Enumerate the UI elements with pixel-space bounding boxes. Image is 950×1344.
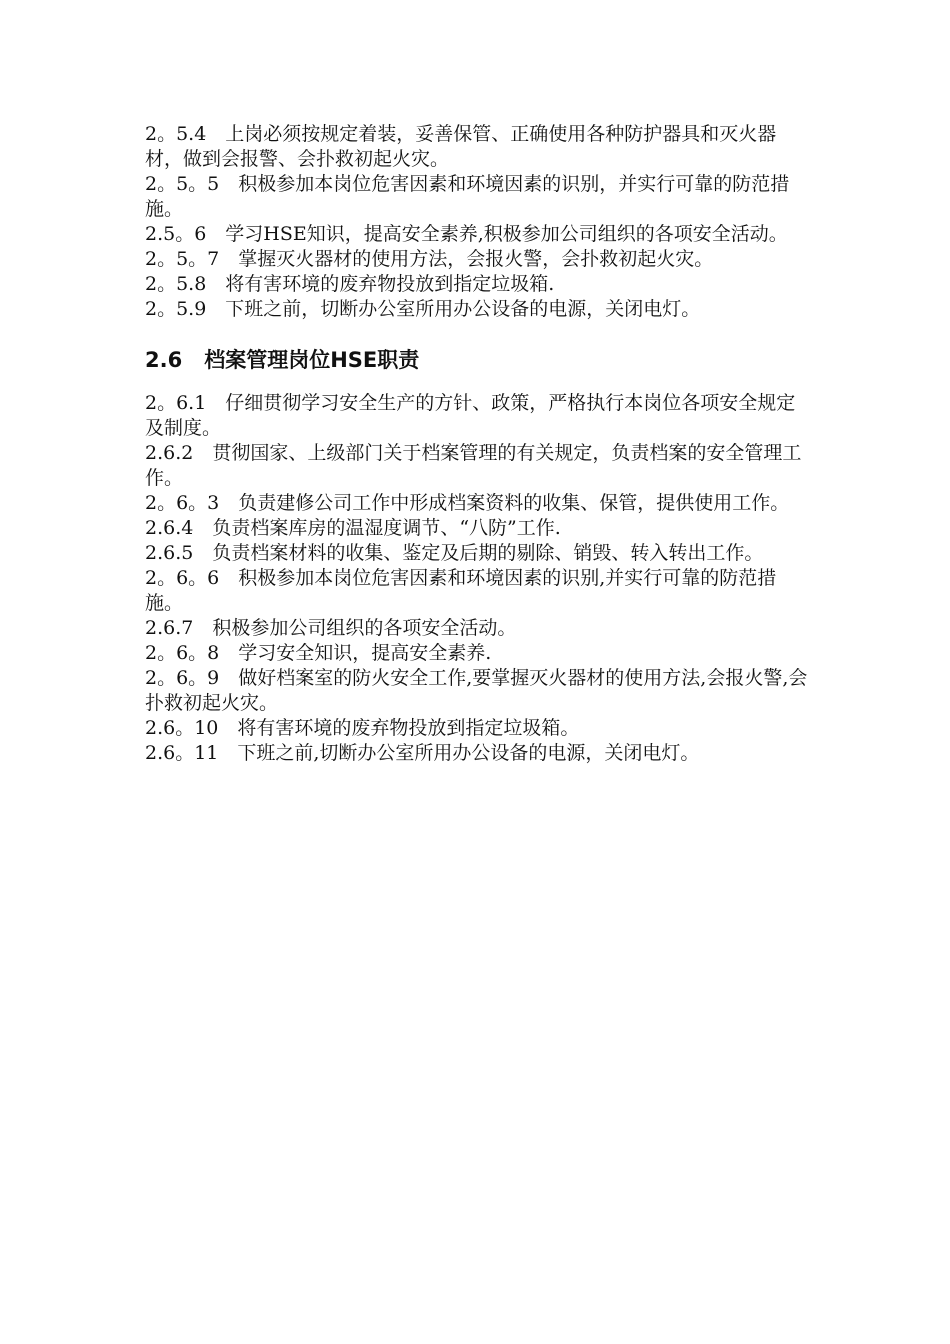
list-item-2-6-2: 2.6.2 贯彻国家、上级部门关于档案管理的有关规定，负责档案的安全管理工作。 bbox=[145, 442, 802, 489]
list-item-2-6-1: 2。6.1 仔细贯彻学习安全生产的方针、政策，严格执行本岗位各项安全规定及制度。 bbox=[145, 392, 796, 439]
list-item-2-6-7: 2.6.7 积极参加公司组织的各项安全活动。 bbox=[145, 617, 517, 639]
list-item-2-6-9: 2。6。9 做好档案室的防火安全工作,要掌握灭火器材的使用方法,会报火警,会扑救初起火灾。 bbox=[145, 667, 808, 714]
section-2-6-list bbox=[145, 391, 810, 766]
list-item-2-6-11: 2.6。11 下班之前,切断办公室所用办公设备的电源，关闭电灯。 bbox=[145, 742, 700, 764]
section-2-5-list bbox=[145, 122, 810, 322]
list-item-2-6-4: 2.6.4 负责档案库房的温湿度调节、“八防”工作. bbox=[145, 517, 561, 539]
list-item-2-5-7: 2。5。7 掌握灭火器材的使用方法，会报火警，会扑救初起火灾。 bbox=[145, 248, 714, 270]
list-item-2-6-3: 2。6。3 负责建修公司工作中形成档案资料的收集、保管，提供使用工作。 bbox=[145, 492, 790, 514]
list-item-2-5-4: 2。5.4 上岗必须按规定着装，妥善保管、正确使用各种防护器具和灭火器材，做到会报警、会扑救初起火灾。 bbox=[145, 123, 777, 170]
list-item-2-5-8: 2。5.8 将有害环境的废弃物投放到指定垃圾箱. bbox=[145, 273, 555, 295]
list-item-2-6-6: 2。6。6 积极参加本岗位危害因素和环境因素的识别,并实行可靠的防范措施。 bbox=[145, 567, 777, 614]
list-item-2-6-5: 2.6.5 负责档案材料的收集、鉴定及后期的剔除、销毁、转入转出工作。 bbox=[145, 542, 764, 564]
list-item-2-6-8: 2。6。8 学习安全知识，提高安全素养. bbox=[145, 642, 492, 664]
list-item-2-5-9: 2。5.9 下班之前，切断办公室所用办公设备的电源，关闭电灯。 bbox=[145, 298, 701, 320]
list-item-2-5-6: 2.5。6 学习HSE知识，提高安全素养,积极参加公司组织的各项安全活动。 bbox=[145, 223, 788, 245]
list-item-2-5-5: 2。5。5 积极参加本岗位危害因素和环境因素的识别，并实行可靠的防范措施。 bbox=[145, 173, 790, 220]
document-page bbox=[145, 122, 810, 766]
section-heading-2-6 bbox=[145, 345, 810, 375]
section-heading-title: 档案管理岗位HSE职责 bbox=[204, 348, 420, 372]
list-item-2-6-10: 2.6。10 将有害环境的废弃物投放到指定垃圾箱。 bbox=[145, 717, 580, 739]
section-heading-number: 2.6 bbox=[145, 348, 183, 372]
